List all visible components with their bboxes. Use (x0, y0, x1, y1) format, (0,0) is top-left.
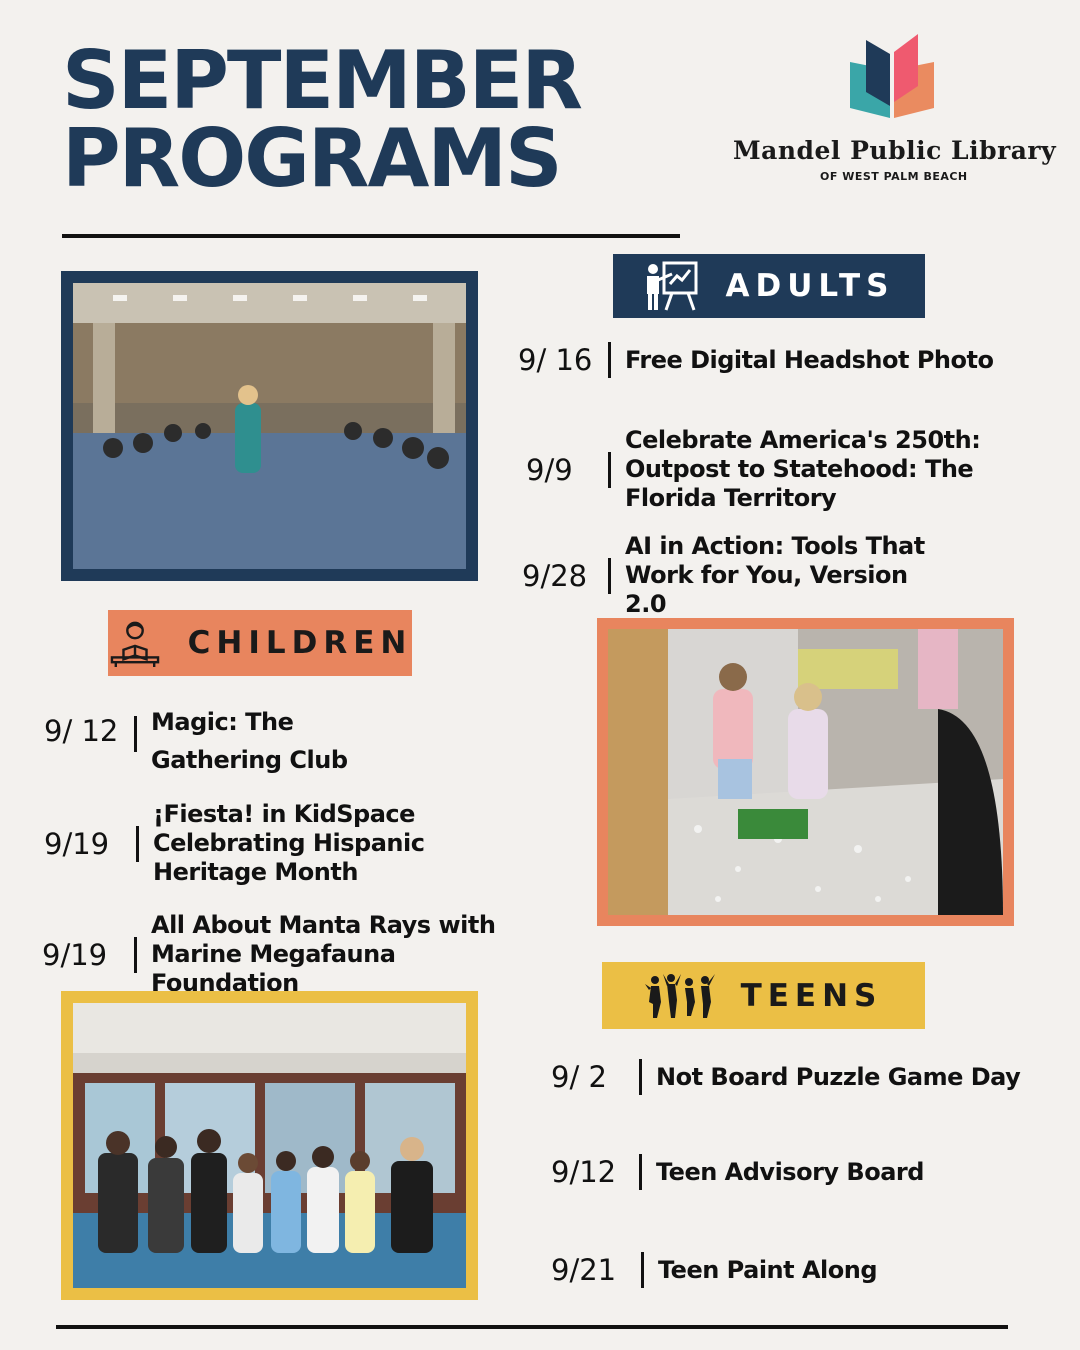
event-date: 9/28 (522, 558, 588, 593)
header-divider (62, 234, 680, 238)
event-divider (641, 1252, 644, 1288)
event-divider (134, 937, 137, 973)
event-divider (608, 558, 611, 594)
event-divider (608, 452, 611, 488)
adults-event-item (526, 426, 1076, 513)
event-date: 9/12 (551, 1155, 617, 1189)
jumping-people-icon (645, 972, 715, 1020)
event-divider (639, 1154, 642, 1190)
event-title: All About Manta Rays with Marine Megafauna Foundation (151, 911, 496, 997)
event-divider (136, 826, 139, 862)
library-name: Mandel Public Library (733, 136, 1057, 165)
event-divider (608, 342, 611, 378)
adults-event-item (518, 342, 1068, 378)
event-title: Teen Advisory Board (656, 1157, 924, 1186)
event-date: 9/ 16 (518, 343, 593, 377)
footer-divider (56, 1325, 1008, 1329)
children-section-badge (108, 610, 412, 676)
teens-program-photo (61, 991, 478, 1300)
event-date: 9/21 (551, 1253, 617, 1287)
library-subtitle: OF WEST PALM BEACH (820, 170, 968, 183)
event-title: Free Digital Headshot Photo (625, 345, 994, 374)
event-divider (134, 716, 137, 752)
event-title: Not Board Puzzle Game Day (656, 1062, 1021, 1091)
teens-event-item (551, 1154, 1051, 1190)
children-event-item (44, 708, 544, 779)
event-divider (639, 1059, 642, 1095)
event-title: Celebrate America's 250th: Outpost to Statehood: The Florida Territory (625, 426, 981, 512)
event-date: 9/9 (526, 452, 573, 487)
adults-section-badge (613, 254, 925, 318)
library-book-logo-icon (842, 30, 942, 120)
teens-section-badge (602, 962, 925, 1029)
event-title: Teen Paint Along (658, 1255, 878, 1284)
event-date: 9/19 (44, 826, 110, 861)
children-event-item (44, 800, 564, 887)
event-title: Magic: The Gathering Club (151, 708, 348, 774)
adults-label: ADULTS (725, 268, 895, 304)
teens-label: TEENS (740, 977, 883, 1014)
children-event-item (42, 911, 562, 998)
teens-event-item (551, 1059, 1051, 1095)
presenter-board-icon (644, 258, 700, 314)
adults-event-item (522, 532, 1072, 619)
event-date: 9/19 (42, 937, 108, 972)
title-line-1: SEPTEMBER (62, 34, 581, 127)
adults-program-photo (61, 271, 478, 581)
teens-event-item (551, 1252, 1051, 1288)
event-date: 9/ 2 (551, 1060, 607, 1094)
title-line-2: PROGRAMS (62, 112, 561, 205)
page-title (62, 34, 581, 205)
event-title: AI in Action: Tools That Work for You, Version 2.0 (625, 532, 925, 618)
children-program-photo (597, 618, 1014, 926)
children-label: CHILDREN (187, 625, 413, 661)
child-reading-icon (108, 619, 162, 667)
event-title: ¡Fiesta! in KidSpace Celebrating Hispanic Heritage Month (153, 800, 425, 886)
event-date: 9/ 12 (44, 714, 119, 748)
